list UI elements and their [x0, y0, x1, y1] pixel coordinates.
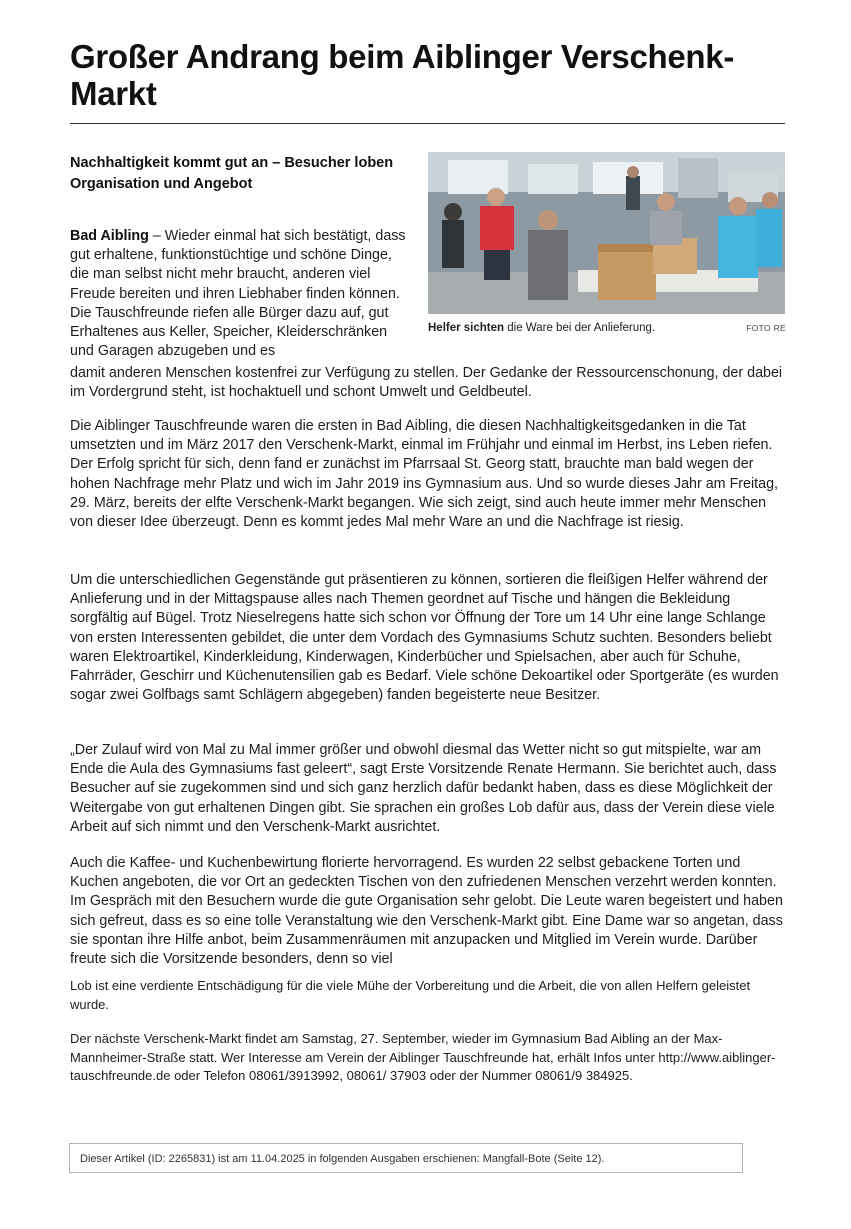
body-paragraph-small [70, 977, 786, 1014]
article-subheadline: Nachhaltigkeit kommt gut an – Besucher loben Organisation und Angebot [70, 155, 394, 192]
body-paragraph [70, 854, 786, 969]
lead-continued-text: damit anderen Menschen kostenfrei zur Verfügung zu stellen. Der Gedanke der Ressourcenschonung, der dabei im Vordergrund steht, ist hochaktuell und schont Umwelt und Geldbeutel. [70, 365, 783, 401]
headline-divider [70, 123, 785, 124]
body-paragraph-small [70, 1030, 786, 1086]
photo-caption [428, 321, 678, 336]
article-headline: Großer Andrang beim Aiblinger Verschenk-Markt [70, 38, 735, 112]
photo-credit: FOTO RE [746, 323, 786, 333]
paragraph-text: Lob ist eine verdiente Entschädigung für die viele Mühe der Vorbereitung und die Arbeit, die von allen Helfern geleistet wurde. [70, 978, 751, 1012]
lead-paragraph [70, 227, 410, 361]
photo-caption-bold: Helfer sichten [428, 322, 505, 334]
photo-caption-text: die Ware bei der Anlieferung. [504, 322, 656, 334]
publication-info-box [69, 1143, 743, 1173]
paragraph-text: „Der Zulauf wird von Mal zu Mal immer größer und obwohl diesmal das Wetter nicht so gut mitspielte, war am Ende die Aula des Gymnasiums fast geleert“, sagt Erste Vorsitzende Renate Hermann. Sie berichtet auch, dass Besucher auf sie zugekommen sind und sich ganz herzlich dafür bedankt haben, dass es diese Möglichkeit der Weitergabe von gut erhaltenen Dingen gibt. Sie sprachen ein großes Lob dafür aus, dass der Verein diese viele Arbeit auf sich nimmt und den Verschenk-Markt ausrichtet. [70, 742, 777, 835]
paragraph-text: Um die unterschiedlichen Gegenstände gut präsentieren zu können, sortieren die fleißigen Helfer während der Anlieferung und in der Mittagspause alles nach Themen geordnet auf Tische und hängen die Bekleidung sorgfältig auf Bügel. Trotz Nieselregens hatte sich schon vor Öffnung der Tore um 14 Uhr eine lange Schlange von ersten Interessenten gebildet, die unter dem Vordach des Gymnasiums Schutz suchten. Besonders beliebt waren Elektroartikel, Kinderkleidung, Kinderwagen, Kinderbücher und Spielsachen, aber auch für Schuhe, Fahrräder, Geschirr und Küchenutensilien gab es Bedarf. Viele schöne Dekoartikel oder Sportgeräte (es wurden sogar zwei Golfbags samt Schlägern abgegeben) fanden begeisterte neue Besitzer. [70, 572, 779, 704]
lead-paragraph-continued [70, 364, 786, 402]
body-paragraph [70, 741, 786, 837]
body-paragraph [70, 417, 786, 532]
dateline: Bad Aibling [70, 228, 149, 244]
publication-info-text: Dieser Artikel (ID: 2265831) ist am 11.04.2025 in folgenden Ausgaben erschienen: Mangfall-Bote (Seite 12). [80, 1153, 605, 1165]
body-paragraph [70, 571, 786, 705]
paragraph-text: Auch die Kaffee- und Kuchenbewirtung florierte hervorragend. Es wurden 22 selbst gebackene Torten und Kuchen angeboten, die vor Ort an gedeckten Tischen von den zufriedenen Menschen verzehrt werden konnten. Im Gespräch mit den Besuchern wurde die gute Organisation sehr gelobt. Die Leute waren begeistert und haben sich gefreut, dass es so eine tolle Veranstaltung wie den Verschenk-Markt gibt. Eine Dame war so angetan, dass sie spontan ihre Hilfe anbot, beim Zusammenräumen mit anzupacken und Mitglied im Verein wurde. Darüber freute sich die Vorsitzende besonders, denn so viel [70, 855, 783, 968]
lead-text: – Wieder einmal hat sich bestätigt, dass gut erhaltene, funktionstüchtige und schöne Dinge, die man selbst nicht mehr braucht, anderen viel Freude bereiten und ihren Liebhaber finden können. Die Tauschfreunde riefen alle Bürger dazu auf, gut Erhaltenes aus Keller, Speicher, Kleiderschränken und Garagen abzugeben und es [70, 228, 406, 360]
article-photo [428, 152, 785, 314]
paragraph-text: Die Aiblinger Tauschfreunde waren die ersten in Bad Aibling, die diesen Nachhaltigkeitsgedanken in die Tat umsetzten und im März 2017 den Verschenk-Markt, einmal im Frühjahr und einmal im Herbst, ins Leben riefen. Der Erfolg spricht für sich, denn fand er zunächst im Pfarrsaal St. Georg statt, brauchte man bald wegen der hohen Nachfrage mehr Platz und wich im Jahr 2019 ins Gymnasium aus. Und so wurde dieses Jahr am Freitag, 29. März, bereits der elfte Verschenk-Markt begangen. Wie sich zeigt, sind auch heute immer mehr Menschen von dieser Idee überzeugt. Denn es kommt jedes Mal mehr Ware an und die Nachfrage ist riesig. [70, 418, 779, 531]
paragraph-text: Der nächste Verschenk-Markt findet am Samstag, 27. September, wieder im Gymnasium Bad Aibling an der Max-Mannheimer-Straße statt. Wer Interesse am Verein der Aiblinger Tauschfreunde hat, erhält Infos unter http://www.aiblinger-tauschfreunde.de oder Telefon 08061/3913992, 08061/ 37903 oder der Nummer 08061/9 384925. [70, 1031, 776, 1083]
